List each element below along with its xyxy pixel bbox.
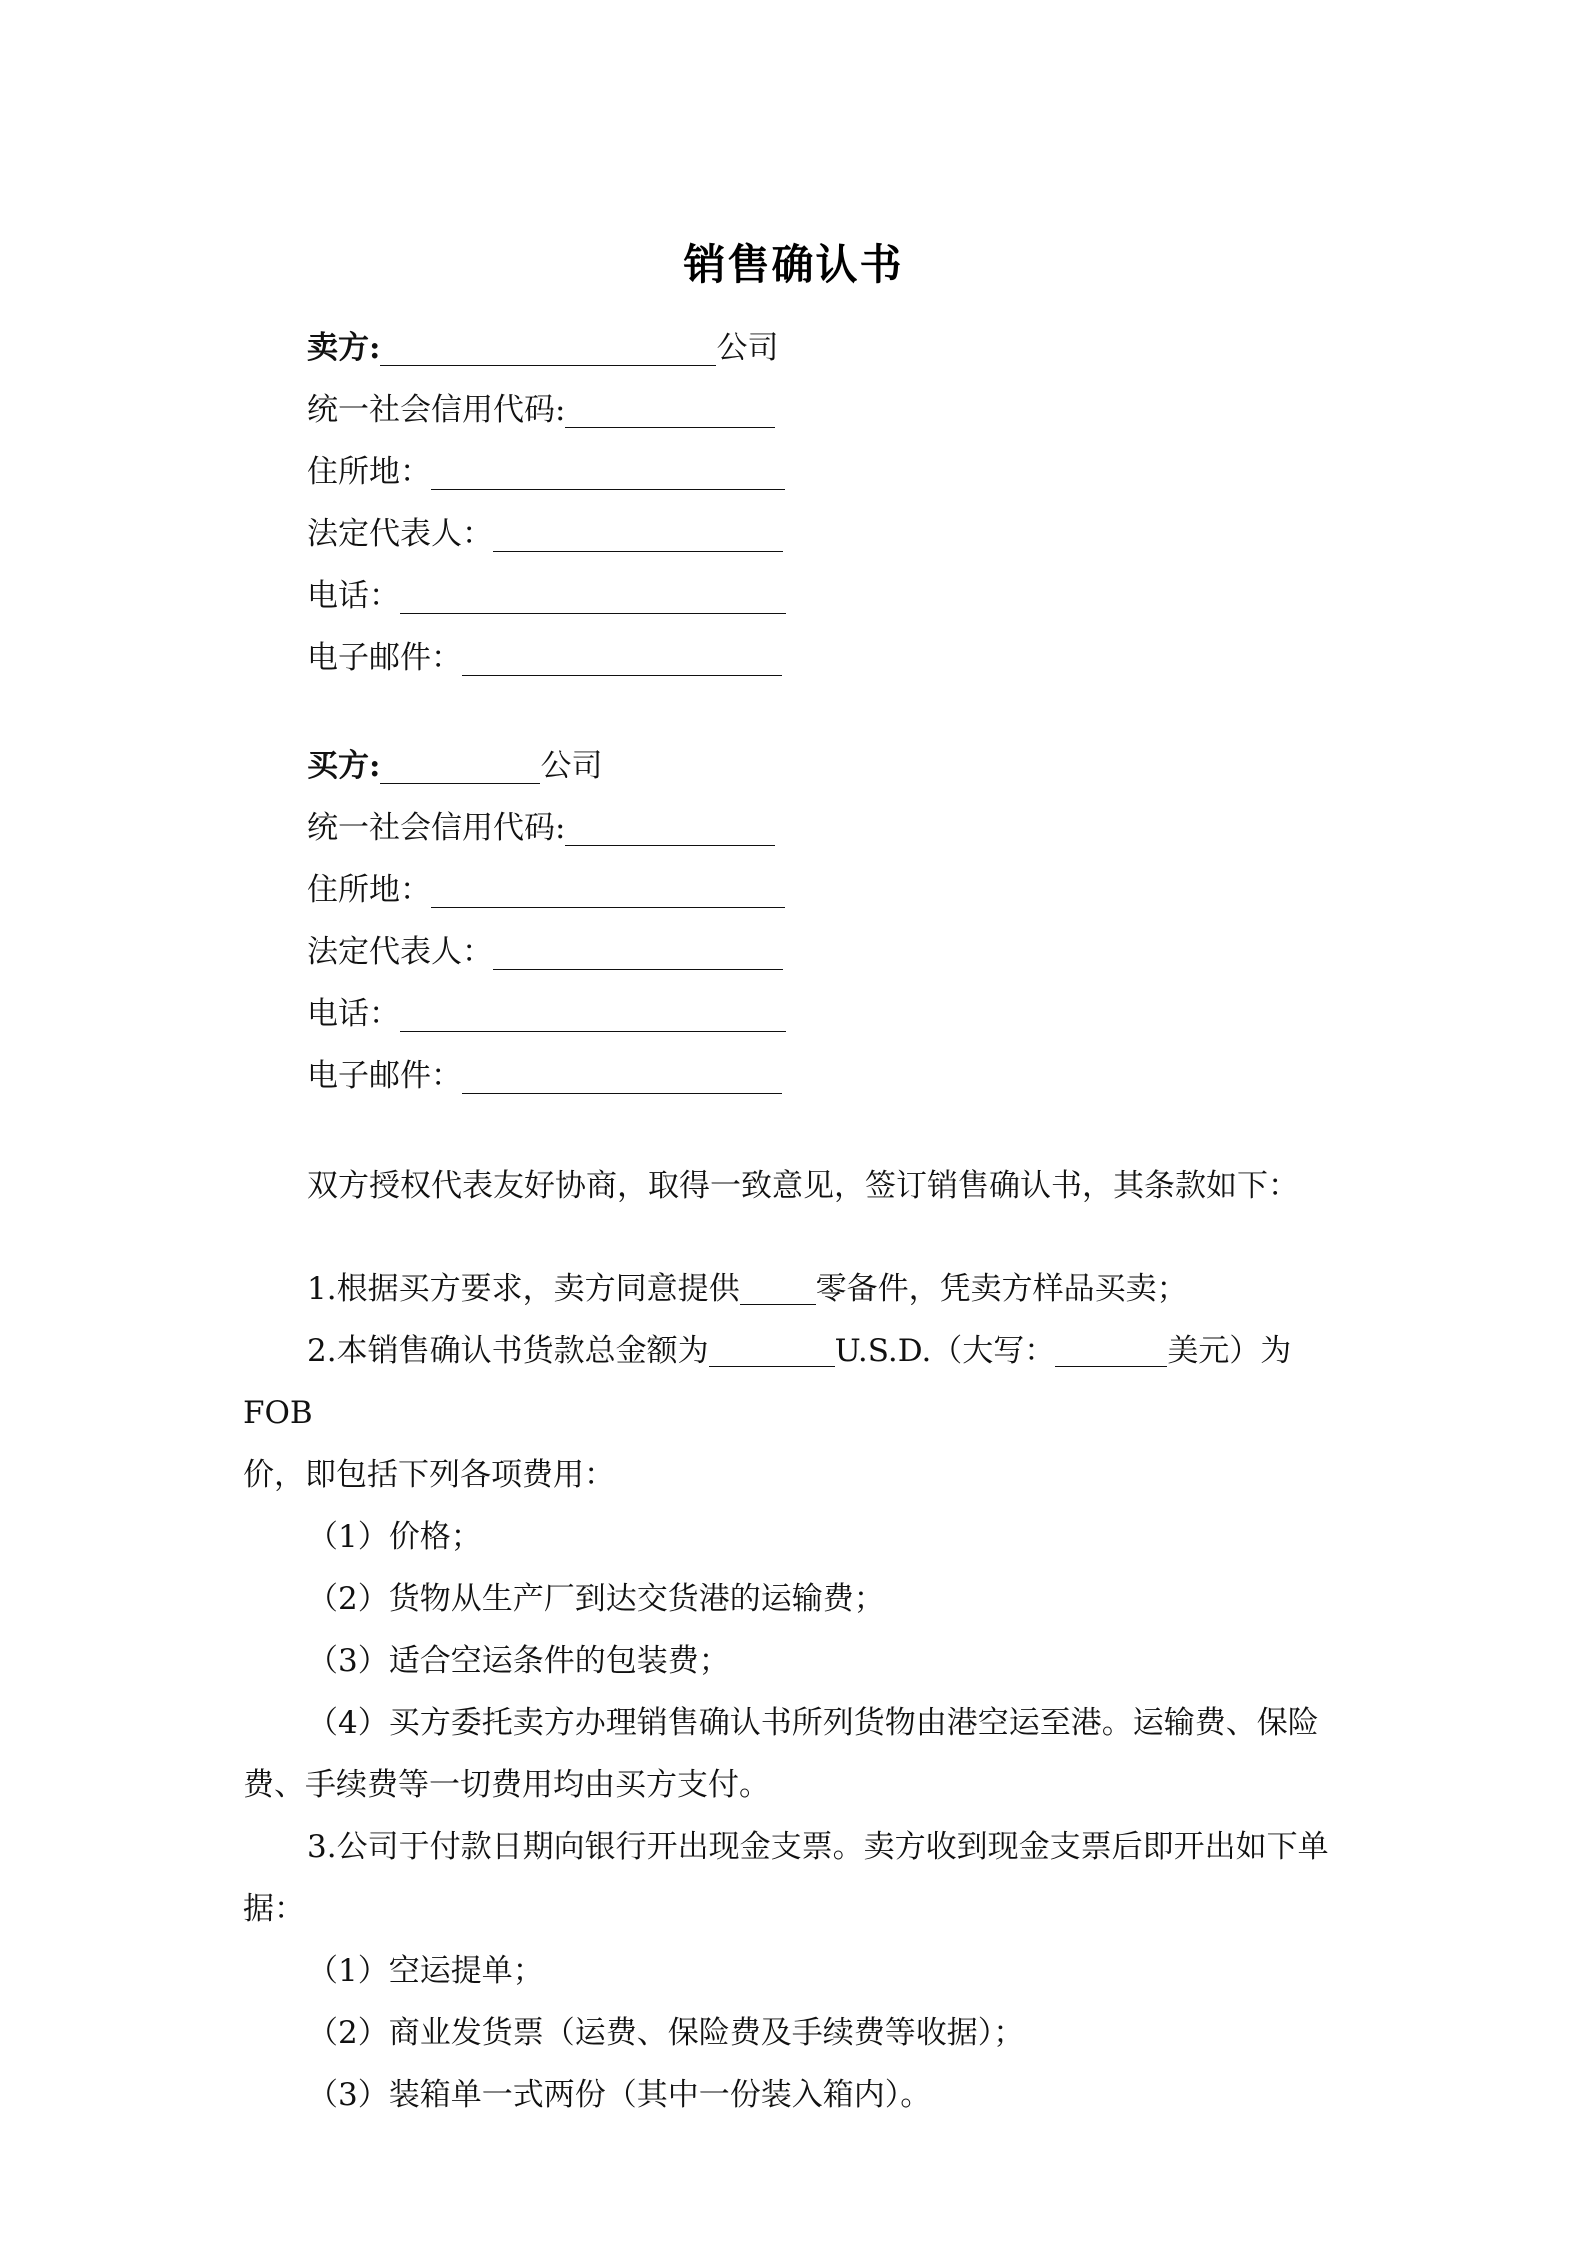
buyer-field-label: 法定代表人：	[307, 934, 493, 970]
seller-field-address	[307, 441, 827, 503]
clause-3-item-1: （1）空运提单；	[307, 1953, 544, 1989]
clause-2-amount-blank	[709, 1336, 835, 1367]
seller-field-blank	[462, 639, 782, 676]
clause-2-item-4-cont: 费、手续费等一切费用均由买方支付。	[243, 1767, 770, 1803]
buyer-field-blank	[493, 933, 783, 970]
document-title: 销售确认书	[683, 240, 904, 289]
clause-2-cont: 价，即包括下列各项费用：	[243, 1457, 615, 1493]
seller-field-legal-rep	[307, 503, 827, 565]
seller-field-blank	[431, 453, 785, 490]
seller-field-credit-code	[307, 379, 827, 441]
clause-2-item-4: （4）买方委托卖方办理销售确认书所列货物由港空运至港。运输费、保险	[307, 1705, 1319, 1741]
seller-field-blank	[565, 391, 775, 428]
buyer-field-phone	[307, 983, 827, 1045]
buyer-field-label: 统一社会信用代码:	[307, 810, 566, 846]
clause-1-blank	[740, 1274, 816, 1305]
intro-paragraph: 双方授权代表友好协商，取得一致意见，签订销售确认书，其条款如下：	[307, 1168, 1299, 1204]
buyer-field-label: 电子邮件：	[307, 1058, 462, 1094]
seller-field-email	[307, 627, 827, 689]
seller-field-label: 电话：	[307, 578, 400, 614]
clause-1	[243, 1258, 1351, 1320]
seller-field-label: 电子邮件：	[307, 640, 462, 676]
clause-3-item-2: （2）商业发货票（运费、保险费及手续费等收据）；	[307, 2015, 1025, 2051]
seller-field-label: 住所地：	[307, 454, 431, 490]
clause-2	[243, 1320, 1351, 1444]
clause-2-item-2: （2）货物从生产厂到达交货港的运输费；	[307, 1581, 885, 1617]
clause-1-text-a: 1.根据买方要求，卖方同意提供	[307, 1271, 740, 1307]
clause-2-text-b: U.S.D.（大写：	[834, 1333, 1056, 1369]
seller-field-label: 法定代表人：	[307, 516, 493, 552]
clauses-section	[243, 1258, 1351, 2126]
clause-3-item-3: （3）装箱单一式两份（其中一份装入箱内）。	[307, 2077, 932, 2113]
clause-1-text-b: 零备件，凭卖方样品买卖；	[815, 1271, 1188, 1307]
seller-suffix: 公司	[716, 330, 779, 366]
buyer-field-label: 住所地：	[307, 872, 431, 908]
seller-field-blank	[493, 515, 783, 552]
buyer-field-label: 电话：	[307, 996, 400, 1032]
buyer-field-credit-code	[307, 797, 827, 859]
clause-3-cont: 据：	[243, 1891, 305, 1927]
buyer-field-blank	[431, 871, 785, 908]
clause-2-words-blank	[1055, 1336, 1167, 1367]
buyer-field-legal-rep	[307, 921, 827, 983]
clause-2-item-3: （3）适合空运条件的包装费；	[307, 1643, 730, 1679]
buyer-field-address	[307, 859, 827, 921]
buyer-name-blank	[380, 747, 540, 784]
buyer-field-blank	[565, 809, 775, 846]
seller-label: 卖方:	[307, 330, 381, 366]
clause-3: 3.公司于付款日期向银行开出现金支票。卖方收到现金支票后即开出如下单	[307, 1829, 1329, 1865]
buyer-field-email	[307, 1045, 827, 1107]
seller-field-blank	[400, 577, 786, 614]
seller-name-blank	[380, 329, 716, 366]
seller-field-phone	[307, 565, 827, 627]
buyer-field-blank	[400, 995, 786, 1032]
buyer-field-blank	[462, 1057, 782, 1094]
seller-field-label: 统一社会信用代码:	[307, 392, 566, 428]
buyer-label: 买方:	[307, 748, 381, 784]
clause-2-text-c: 美元）为FOB	[243, 1333, 1292, 1431]
clause-2-item-1: （1）价格；	[307, 1519, 482, 1555]
buyer-suffix: 公司	[540, 748, 603, 784]
buyer-block	[307, 735, 827, 1107]
clause-2-text-a: 2.本销售确认书货款总金额为	[307, 1333, 709, 1369]
buyer-name-line	[307, 735, 827, 797]
intro-section	[243, 1155, 1351, 1217]
seller-name-line	[307, 317, 827, 379]
seller-block	[307, 317, 827, 689]
